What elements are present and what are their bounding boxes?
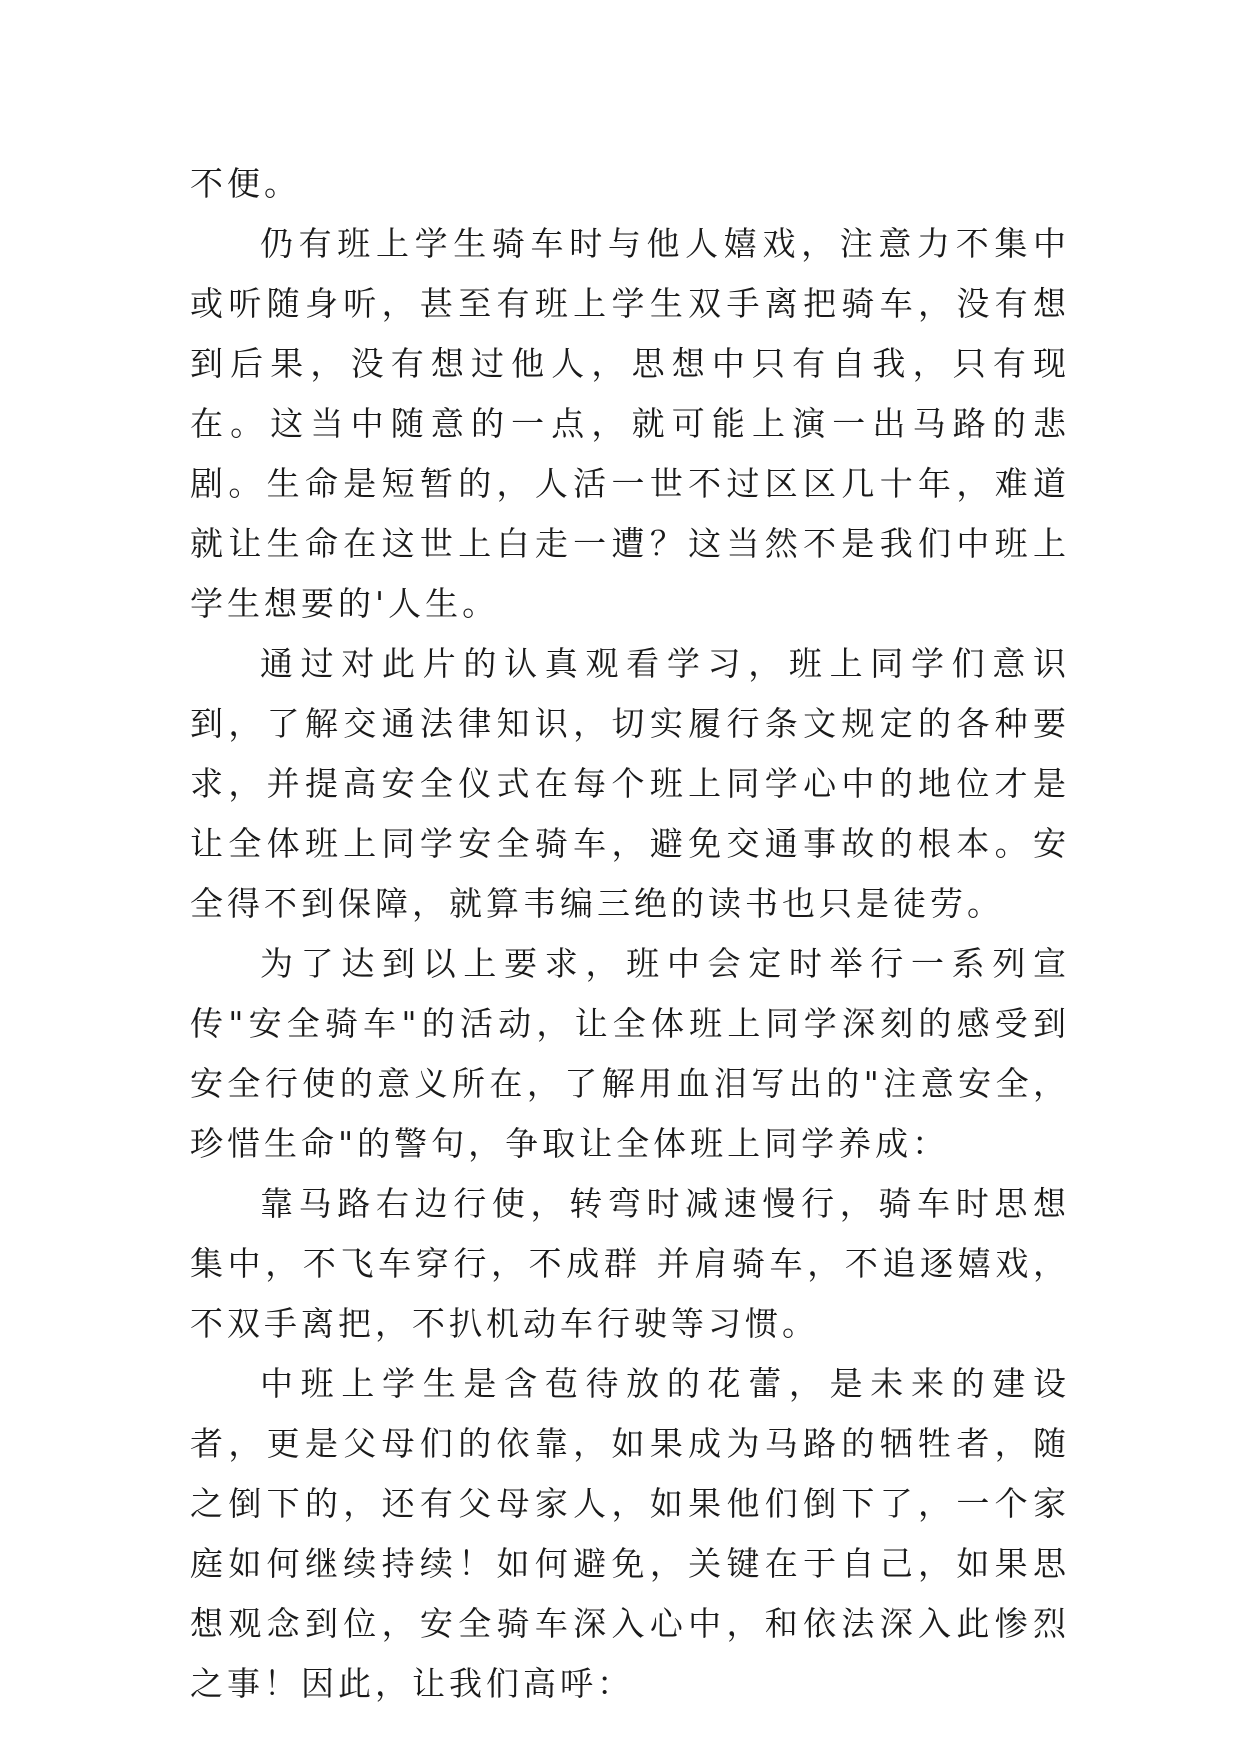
paragraph-2: 通过对此片的认真观看学习，班上同学们意识到，了解交通法律知识，切实履行条文规定的各种要求，并提高安全仪式在每个班上同学心中的地位才是让全体班上同学安全骑车，避免交通事故的根本。安全得不到保障，就算韦编三绝的读书也只是徒劳。	[190, 644, 1070, 923]
paragraph-3: 为了达到以上要求，班中会定时举行一系列宣传"安全骑车"的活动，让全体班上同学深刻的感受到安全行使的意义所在，了解用血泪写出的"注意安全，珍惜生命"的警句，争取让全体班上同学养成：	[190, 944, 1070, 1163]
paragraph-5: 中班上学生是含苞待放的花蕾，是未来的建设者，更是父母们的依靠，如果成为马路的牺牲者，随之倒下的，还有父母家人，如果他们倒下了，一个家庭如何继续持续！如何避免，关键在于自己，如果思想观念到位，安全骑车深入心中，和依法深入此惨烈之事！因此，让我们高呼：	[190, 1364, 1070, 1703]
paragraph-4: 靠马路右边行使，转弯时减速慢行，骑车时思想集中，不飞车穿行，不成群 并肩骑车，不追逐嬉戏，不双手离把，不扒机动车行驶等习惯。	[190, 1184, 1070, 1343]
document-body	[190, 154, 1070, 1714]
paragraph-1: 仍有班上学生骑车时与他人嬉戏，注意力不集中或听随身听，甚至有班上学生双手离把骑车，没有想到后果，没有想过他人，思想中只有自我，只有现在。这当中随意的一点，就可能上演一出马路的悲剧。生命是短暂的，人活一世不过区区几十年，难道就让生命在这世上白走一遭？这当然不是我们中班上学生想要的'人生。	[190, 224, 1070, 623]
paragraph-continuation: 不便。	[190, 164, 301, 203]
